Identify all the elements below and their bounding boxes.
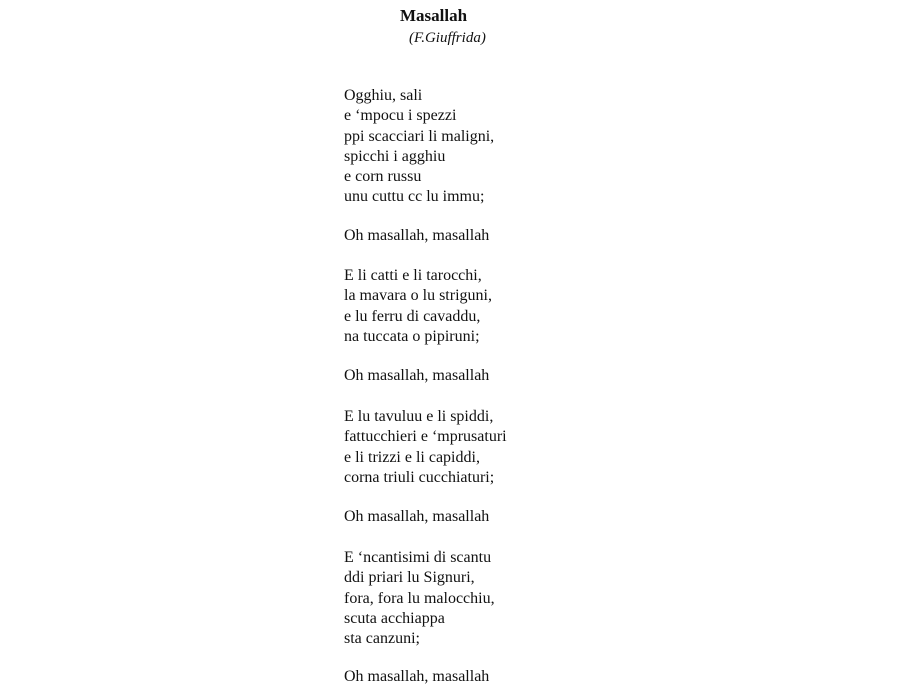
verse-line: fora, fora lu malocchiu, [344,589,495,607]
verse-line: e ‘mpocu i spezzi [344,107,457,125]
verse-line: spicchi i agghiu [344,147,446,165]
verse-line: ppi scacciari li maligni, [344,127,495,145]
verse-line: sta canzuni; [344,630,420,648]
verse-line: unu cuttu cc lu immu; [344,188,485,206]
verse-line: la mavara o lu striguni, [344,287,492,305]
stanza-2 [344,266,492,347]
stanza-1 [344,86,494,208]
verse-line: E lu tavuluu e li spiddi, [344,408,494,425]
refrain-line: Oh masallah, masallah [344,668,490,685]
refrain-line: Oh masallah, masallah [344,227,490,244]
refrain-line: Oh masallah, masallah [344,367,490,384]
verse-line: scuta acchiappa [344,609,445,627]
poem-title: Masallah [400,6,468,25]
verse-line: e lu ferru di cavaddu, [344,307,481,325]
verse-line: ddi priari lu Signuri, [344,569,475,587]
poem-author: (F.Giuffrida) [409,30,486,46]
verse-line: e li trizzi e li capiddi, [344,448,480,466]
verse-line: Ogghiu, sali [344,87,423,104]
verse-line: E ‘ncantisimi di scantu [344,549,492,566]
verse-line: corna triuli cucchiaturi; [344,468,495,486]
verse-line: e corn russu [344,168,422,186]
verse-line: fattucchieri e ‘mprusaturi [344,428,507,446]
refrain-line: Oh masallah, masallah [344,508,490,525]
verse-line: E li catti e li tarocchi, [344,267,482,284]
stanza-4 [344,548,495,649]
verse-line: na tuccata o pipiruni; [344,327,480,345]
stanza-3 [344,407,507,488]
